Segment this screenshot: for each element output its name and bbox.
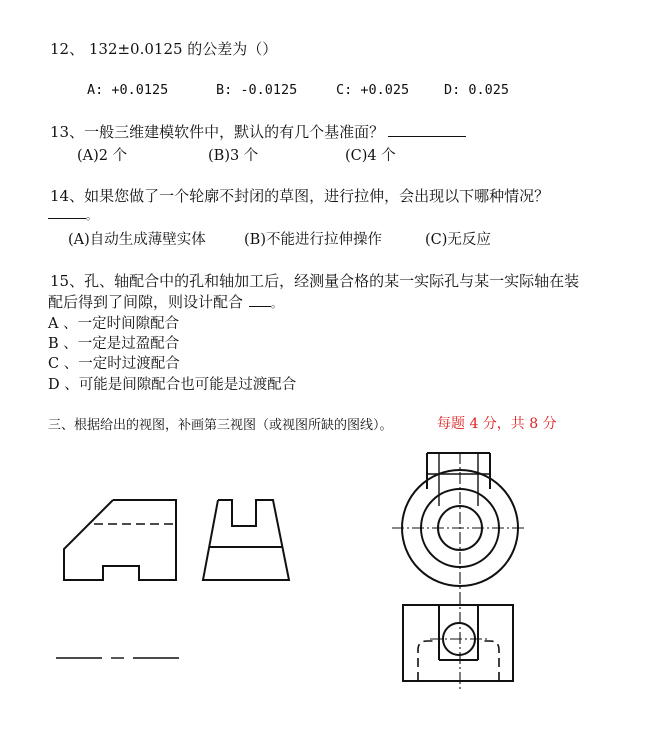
question-12-stem: 12、 132±0.0125 的公差为（） [50, 40, 278, 58]
question-14-option-a[interactable]: (A)自动生成薄壁实体 [68, 232, 206, 248]
question-15-option-b[interactable]: B 、一定是过盈配合 [48, 336, 180, 352]
question-13-option-b[interactable]: (B)3 个 [208, 148, 259, 164]
question-12-option-c[interactable]: C: +0.025 [336, 82, 410, 98]
question-13-option-a[interactable]: (A)2 个 [77, 148, 128, 164]
question-13-stem: 13、一般三维建模软件中，默认的有几个基准面？ [50, 121, 466, 142]
question-14-option-c[interactable]: (C)无反应 [425, 232, 491, 248]
question-13-option-c[interactable]: (C)4 个 [345, 148, 396, 164]
question-15-stem-line2: 配后得到了间隙，则设计配合 。 [48, 293, 283, 311]
question-12-option-a[interactable]: A: +0.0125 [87, 82, 169, 98]
question-14-option-b[interactable]: (B)不能进行拉伸操作 [244, 232, 382, 248]
question-15-option-c[interactable]: C 、一定时过渡配合 [48, 356, 180, 372]
question-14-blank[interactable]: 。 [48, 204, 97, 223]
question-14-stem: 14、如果您做了一个轮廓不封闭的草图，进行拉伸，会出现以下哪种情况？ [50, 187, 550, 205]
question-12-option-d[interactable]: D: 0.025 [444, 82, 510, 98]
question-12-option-b[interactable]: B: -0.0125 [216, 82, 298, 98]
section-3-title: 三、根据给出的视图，补画第三视图（或视图所缺的图线）。 [48, 418, 393, 433]
question-15-option-a[interactable]: A 、一定时间隙配合 [48, 316, 180, 332]
question-15-stem-line1: 15、孔、轴配合中的孔和轴加工后，经测量合格的某一实际孔与某一实际轴在装 [50, 272, 580, 290]
section-3-score: 每题 4 分，共 8 分 [437, 416, 557, 432]
front-view-2 [403, 605, 513, 681]
question-15-option-d[interactable]: D 、可能是间隙配合也可能是过渡配合 [48, 377, 297, 393]
